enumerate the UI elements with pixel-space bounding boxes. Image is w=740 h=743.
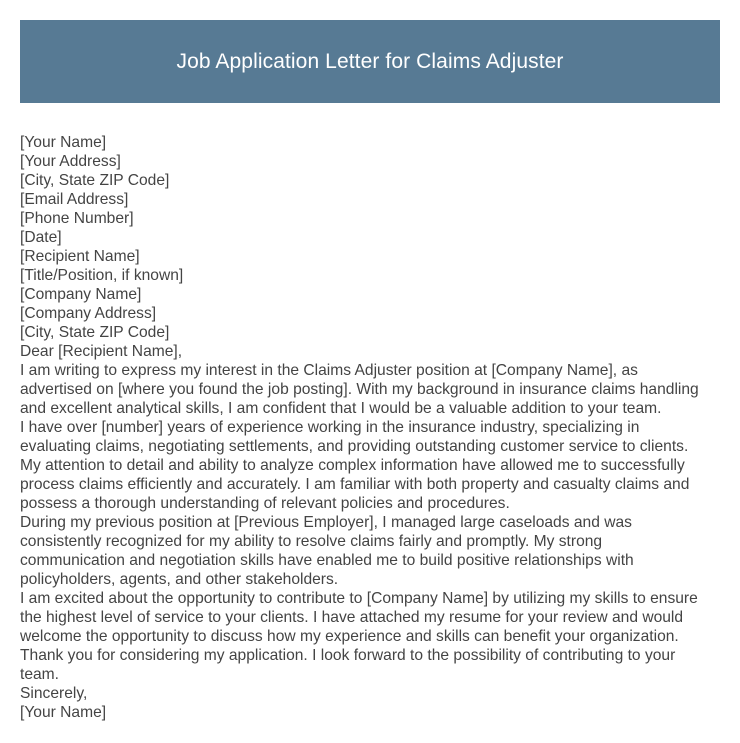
paragraph-line: consistently recognized for my ability to resolve claims fairly and promptly. My strong <box>20 533 603 550</box>
title-banner <box>20 20 720 103</box>
paragraph-line: I have over [number] years of experience working in the insurance industry, specializing in <box>20 419 640 436</box>
recipient-block <box>20 247 725 342</box>
paragraph-line: I am excited about the opportunity to contribute to [Company Name] by utilizing my skills to ensure <box>20 590 698 607</box>
sender-city-state-zip: [City, State ZIP Code] <box>20 172 170 189</box>
closing: Sincerely, <box>20 685 88 702</box>
recipient-address: [Company Address] <box>20 305 157 322</box>
paragraph-line: and excellent analytical skills, I am confident that I would be a valuable addition to your team. <box>20 400 662 417</box>
letter-body <box>20 133 725 722</box>
page-title: Job Application Letter for Claims Adjuster <box>176 49 564 73</box>
sender-block <box>20 133 725 247</box>
paragraph-line: During my previous position at [Previous Employer], I managed large caseloads and was <box>20 514 632 531</box>
recipient-name: [Recipient Name] <box>20 248 140 265</box>
salutation: Dear [Recipient Name], <box>20 343 183 360</box>
paragraph-line: policyholders, agents, and other stakeholders. <box>20 571 339 588</box>
recipient-company: [Company Name] <box>20 286 142 303</box>
paragraph-thanks <box>20 646 725 684</box>
paragraph-line: I am writing to express my interest in the Claims Adjuster position at [Company Name], as <box>20 362 638 379</box>
paragraph-line: advertised on [where you found the job posting]. With my background in insurance claims handling <box>20 381 699 398</box>
sender-phone: [Phone Number] <box>20 210 134 227</box>
paragraph-line: communication and negotiation skills have enabled me to build positive relationships with <box>20 552 634 569</box>
recipient-title: [Title/Position, if known] <box>20 267 184 284</box>
paragraph-line: My attention to detail and ability to analyze complex information have allowed me to successfully <box>20 457 685 474</box>
paragraph-line: welcome the opportunity to discuss how my experience and skills can benefit your organization. <box>20 628 679 645</box>
recipient-city-state-zip: [City, State ZIP Code] <box>20 324 170 341</box>
sender-name: [Your Name] <box>20 134 107 151</box>
signature: [Your Name] <box>20 704 107 721</box>
paragraph-line: possess a thorough understanding of relevant policies and procedures. <box>20 495 510 512</box>
paragraph-motivation <box>20 589 725 646</box>
paragraph-line: evaluating claims, negotiating settlements, and providing outstanding customer service to clients. <box>20 438 689 455</box>
paragraph-line: team. <box>20 666 59 683</box>
letter-date: [Date] <box>20 229 62 246</box>
sender-email: [Email Address] <box>20 191 129 208</box>
paragraph-experience <box>20 418 725 513</box>
paragraph-line: process claims efficiently and accurately. I am familiar with both property and casualty claims and <box>20 476 690 493</box>
paragraph-intro <box>20 361 725 418</box>
sender-address: [Your Address] <box>20 153 121 170</box>
paragraph-line: the highest level of service to your clients. I have attached my resume for your review and would <box>20 609 684 626</box>
paragraph-line: Thank you for considering my application. I look forward to the possibility of contributing to your <box>20 647 676 664</box>
paragraph-previous-position <box>20 513 725 589</box>
